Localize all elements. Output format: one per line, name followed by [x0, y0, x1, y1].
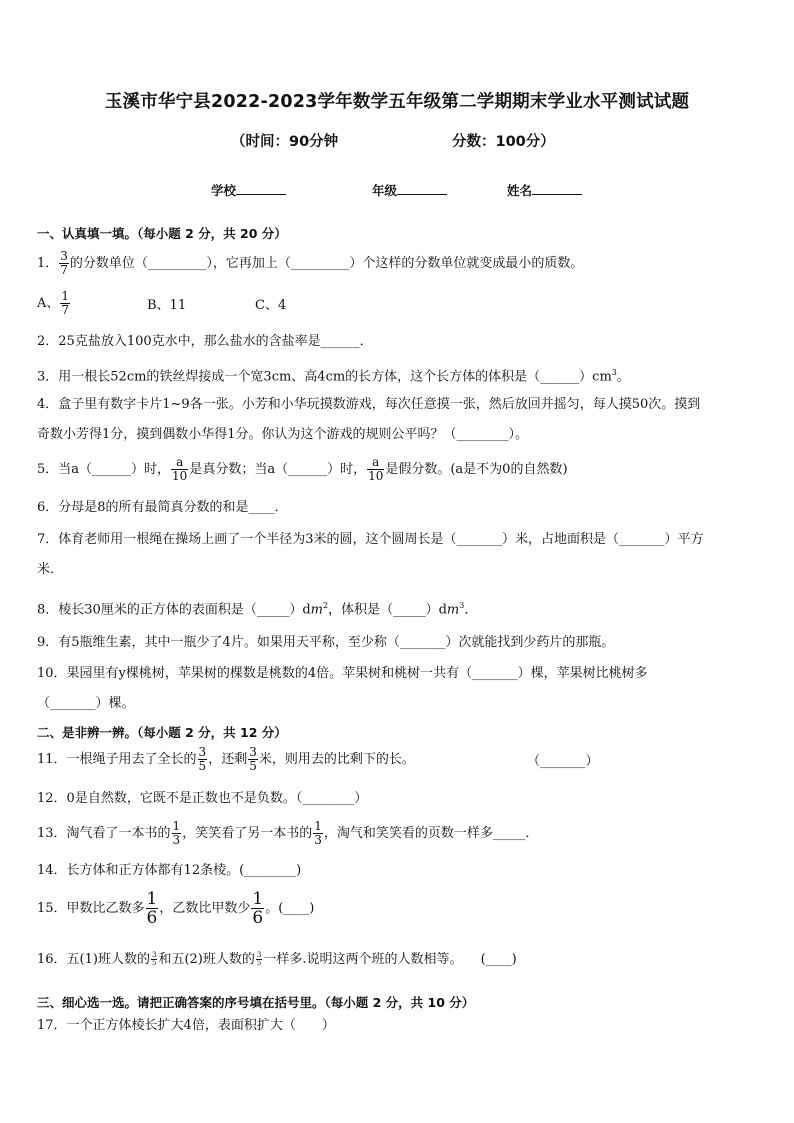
- fraction: $\frac{3}{5}$: [198, 745, 207, 773]
- question-7-line-2: 米．: [37, 562, 64, 577]
- question-5: 5．当a（______）时， $\frac{a}{10}$ 是真分数；当a（______）时， $\frac{a}{10}$ 是假分数。(a是不为0的自然数): [37, 455, 568, 483]
- option-a: A、: [37, 296, 60, 311]
- q11-answer-blank: （_______）: [527, 754, 599, 769]
- question-12: 12．0是自然数，它既不是正数也不是负数。（________）: [37, 791, 368, 806]
- fraction: $\frac{3}{5}$: [256, 951, 262, 967]
- question-10-line-1: 10．果园里有y棵桃树，苹果树的棵数是桃数的4倍。苹果树和桃树一共有（_______）棵，苹果树比桃树多: [37, 666, 648, 681]
- question-13: 13．淘气看了一本书的 $\frac{1}{3}$ ，笑笑看了另一本书的 $\frac{1}{3}$ ，淘气和笑笑看的页数一样多_____．: [37, 819, 539, 847]
- q1-options: [37, 289, 287, 317]
- page-title: 玉溪市华宁县2022-2023学年数学五年级第二学期期末学业水平测试试题: [104, 92, 690, 112]
- question-3: 3．用一根长52cm的铁丝焊接成一个宽3cm、高4cm的长方体，这个长方体的体积是$(\_\_\_\_\_\_)cm^3$。: [37, 368, 630, 385]
- question-14: 14．长方体和正方体都有12条棱。(________): [37, 863, 302, 878]
- fraction: $\frac{3}{5}$: [151, 951, 157, 967]
- name-label: 姓名: [507, 183, 533, 198]
- section-2-heading: 二、是非辨一辨。（每小题 2 分，共 12 分）: [37, 725, 287, 740]
- q1-number: 1．: [37, 256, 59, 271]
- fraction: $\frac{3}{5}$: [249, 745, 257, 773]
- question-8: 8．棱长30厘米的正方体的表面积是$(\_\_\_\_\_)dm^2$，体积是$(\_\_\_\_\_)dm^3$．: [37, 601, 478, 618]
- option-b: B、11: [147, 298, 187, 313]
- question-1: [37, 250, 583, 277]
- option-c: C、4: [255, 298, 287, 313]
- fraction: $\frac{a}{10}$: [368, 455, 384, 483]
- question-11: 11．一根绳子用去了全长的 $\frac{3}{5}$ ，还剩 $\frac{3}{5}$ 米，则用去的比剩下的长。 （_______）: [37, 745, 599, 773]
- question-10-line-2: （_______）棵。: [37, 696, 135, 711]
- section-3-heading: 三、细心选一选。请把正确答案的序号填在括号里。（每小题 2 分，共 10 分）: [37, 995, 475, 1010]
- question-9: 9．有5瓶维生素，其中一瓶少了4片。如果用天平称，至少称（_______）次就能找到少药片的那瓶。: [37, 635, 615, 650]
- fraction: $\frac{3}{7}$: [60, 249, 68, 277]
- question-4-line-1: 4．盒子里有数字卡片1~9各一张。小芳和小华玩摸数游戏，每次任意摸一张，然后放回并摇匀，每人摸50次。摸到: [37, 397, 701, 412]
- name-blank: [532, 182, 582, 195]
- question-17: 17．一个正方体棱长扩大4倍，表面积扩大（ ）: [37, 1018, 335, 1033]
- question-4-line-2: 奇数小芳得1分，摸到偶数小华得1分。你认为这个游戏的规则公平吗？（________）。: [37, 427, 529, 442]
- q16-answer-blank: (____): [480, 952, 517, 967]
- fraction: $\frac{1}{6}$: [252, 889, 264, 928]
- school-label: 学校: [211, 183, 237, 198]
- fraction: $\frac{1}{3}$: [314, 819, 322, 847]
- fraction: $\frac{a}{10}$: [172, 455, 188, 483]
- question-15: 15．甲数比乙数多 $\frac{1}{6}$ ，乙数比甲数少 $\frac{1}{6}$ 。(____): [37, 889, 315, 928]
- time-label: （时间：90分钟: [231, 134, 339, 150]
- question-6: 6．分母是8的所有最简真分数的和是____．: [37, 500, 288, 515]
- fraction: $\frac{1}{7}$: [61, 289, 70, 317]
- question-7-line-1: 7．体育老师用一根绳在操场上画了一个半径为3米的圆，这个圆周长是（_______）米，占地面积是（_______）平方: [37, 532, 704, 547]
- school-field: [211, 181, 286, 199]
- question-16: 16．五(1)班人数的 $\frac{3}{5}$ 和五(2)班人数的 $\frac{3}{5}$ 一样多.说明这两个班的人数相等。 (____): [37, 951, 517, 967]
- grade-blank: [397, 182, 447, 195]
- grade-field: [372, 181, 447, 199]
- section-1-heading: 一、认真填一填。（每小题 2 分，共 20 分）: [37, 226, 287, 241]
- name-field: [507, 181, 582, 199]
- question-2: 2．25克盐放入100克水中，那么盐水的含盐率是______．: [37, 334, 373, 349]
- q1-text: 的分数单位（_________），它再加上（_________）个这样的分数单位就变成最小的质数。: [69, 256, 584, 271]
- fraction: $\frac{1}{6}$: [146, 889, 158, 928]
- score-label: 分数：100分）: [452, 134, 555, 150]
- school-blank: [236, 182, 286, 195]
- grade-label: 年级: [372, 183, 398, 198]
- fraction: $\frac{1}{3}$: [172, 819, 181, 847]
